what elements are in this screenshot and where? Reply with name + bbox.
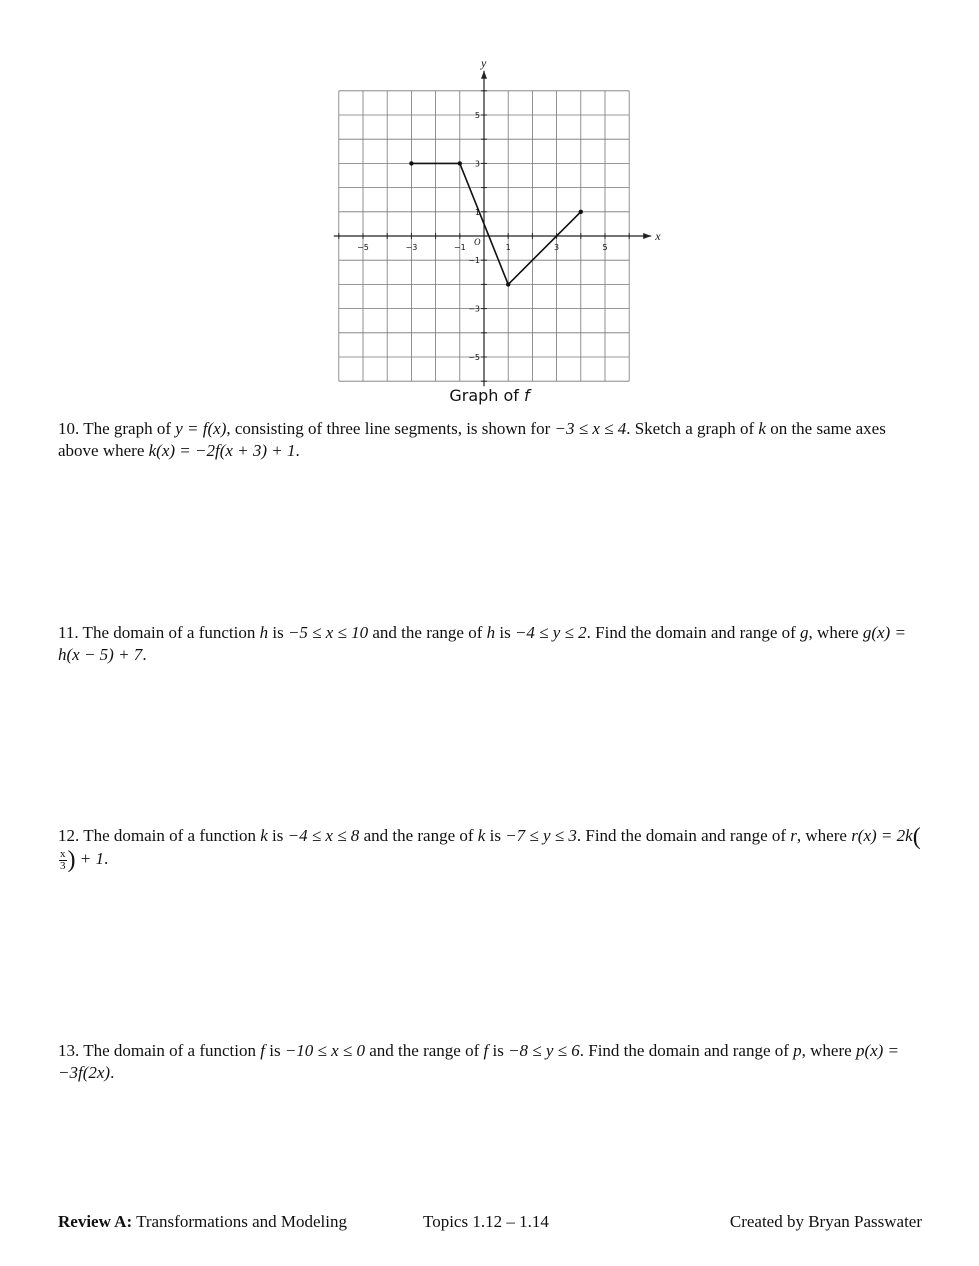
y-tick-label: −1 xyxy=(468,256,480,266)
y-tick-label: 3 xyxy=(474,159,480,169)
footer-author: Created by Bryan Passwater xyxy=(729,1212,922,1231)
data-point xyxy=(458,161,462,165)
data-point xyxy=(579,210,583,214)
y-tick-label: 1 xyxy=(474,207,480,217)
question-13: 13. The domain of a function f is −10 ≤ x ≤ 0 and the range of f is −8 ≤ y ≤ 6. Find the domain and range of p, where p(x) = −3f(2x). xyxy=(58,1041,900,1082)
x-axis-name: x xyxy=(655,229,661,243)
y-axis-arrow xyxy=(481,71,487,79)
x-tick-label: 1 xyxy=(505,243,511,252)
x-tick-label: −1 xyxy=(453,243,466,252)
graph-caption: Graph of f xyxy=(449,386,530,405)
footer xyxy=(58,1212,922,1234)
data-point xyxy=(409,161,413,165)
axes xyxy=(334,56,661,386)
x-axis-arrow xyxy=(643,233,651,239)
y-tick-label: −5 xyxy=(468,353,480,362)
graph-of-f xyxy=(330,55,670,387)
question-12: 12. The domain of a function k is −4 ≤ x ≤ 8 and the range of k is −7 ≤ y ≤ 3. Find the domain and range of r, where r(x) = 2k( $\frac{x}{3}$ ) + 1. xyxy=(58,824,921,874)
origin-label: O xyxy=(474,237,481,247)
y-axis-name: y xyxy=(481,55,487,70)
question-10: 10. The graph of y = f(x), consisting of three line segments, is shown for −3 ≤ x ≤ 4. Sketch a graph of k on the same axes above where k(x) = −2f(x + 3) + 1. xyxy=(58,419,886,460)
x-tick-label: 5 xyxy=(602,243,608,252)
y-tick-label: 5 xyxy=(474,111,480,120)
x-tick-label: −3 xyxy=(405,243,418,252)
data-point xyxy=(506,282,510,286)
footer-topics: Topics 1.12 – 1.14 xyxy=(423,1212,549,1231)
x-tick-label: 3 xyxy=(554,243,560,252)
x-tick-label: −5 xyxy=(357,243,369,252)
y-tick-label: −3 xyxy=(468,304,480,314)
series-line-f xyxy=(411,163,580,284)
fraction-x-over-3: $\frac{x}{3}$ xyxy=(60,847,66,872)
footer-left: Review A: Transformations and Modeling xyxy=(58,1212,347,1231)
question-11: 11. The domain of a function h is −5 ≤ x ≤ 10 and the range of h is −4 ≤ y ≤ 2. Find the domain and range of g, where g(x) = h(x − 5) + 7. xyxy=(58,623,906,664)
